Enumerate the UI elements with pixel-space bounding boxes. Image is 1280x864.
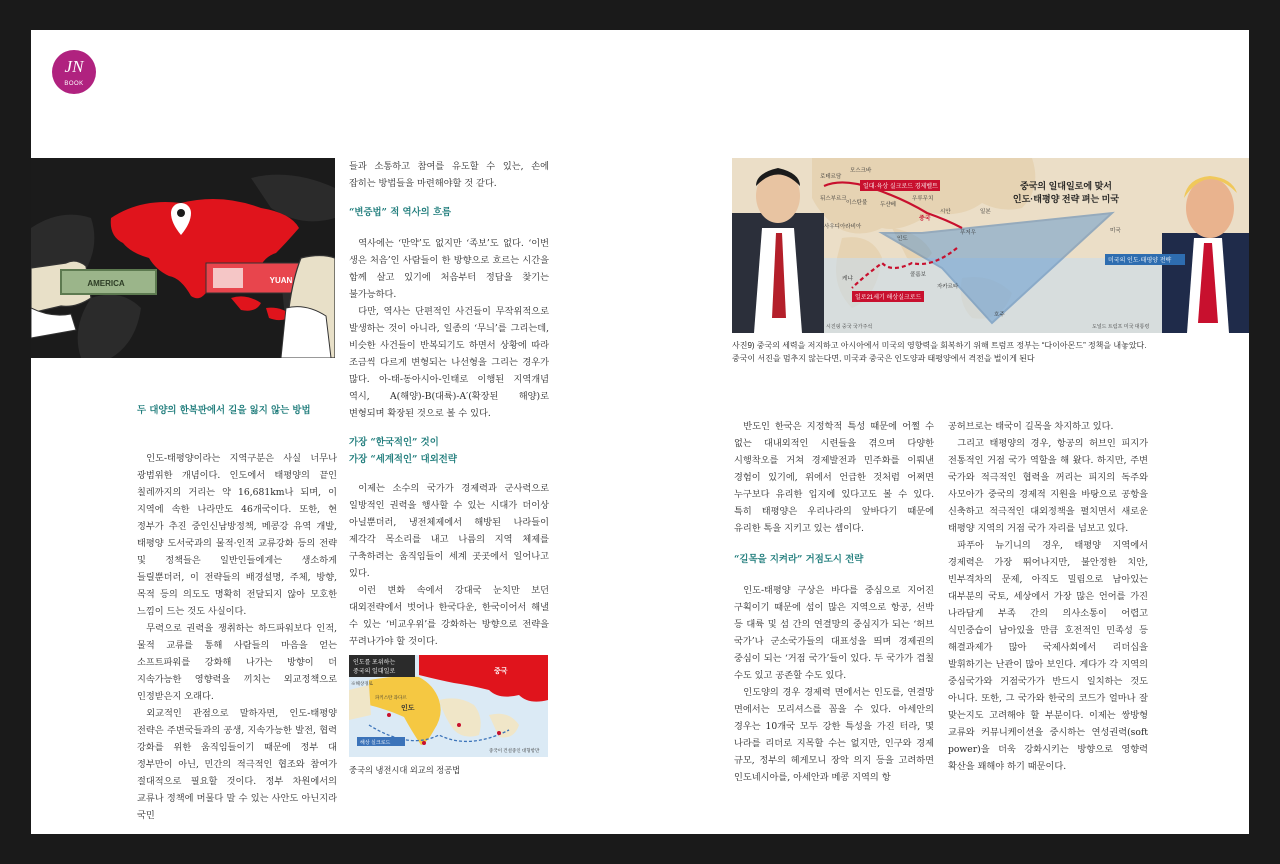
city-label: 두샨베 bbox=[880, 202, 896, 208]
body-paragraph: 인도양의 경우 경제력 면에서는 인도를, 연결망 면에서는 모리셔스를 꼽을 수 있다. 아세안의 경우는 10개국 모두 강한 특성을 가진 터라, 몇 나라를 리더로 지목할 수는 없지만, 인구와 경제 규모, 정부의 헤게모니 장악 의지 등을 고려하면 인도네시아를, 아세안과 메콩 지역의 항 bbox=[734, 687, 934, 783]
world-map-illustration bbox=[31, 158, 335, 358]
belt-road-vs-indo-pacific-photo bbox=[732, 158, 1249, 333]
photo-header-1: 중국의 일대일로에 맞서 bbox=[1020, 181, 1112, 191]
map-label-maritime: 해상 실크로드 bbox=[360, 740, 391, 746]
right-page bbox=[640, 30, 1249, 834]
city-label: 모스크바 bbox=[850, 168, 872, 174]
map-label-china: 중국 bbox=[494, 668, 508, 675]
section-heading-hub-city: “길목을 지켜라” 거점도시 전략 bbox=[734, 554, 864, 565]
photo-header-2: 인도·태평양 전략 펴는 미국 bbox=[1012, 194, 1120, 204]
credit-left: 시진핑 중국 국가주석 bbox=[826, 324, 873, 330]
map-title-1: 인도를 포위하는 bbox=[353, 660, 396, 666]
body-paragraph: 다만, 역사는 단편적인 사건들이 무작위적으로 발생하는 것이 아니라, 일종의 ‘무늬’를 그리는데, 비슷한 사건들이 반복되기도 하면서 상황에 따라 조금씩 다르게 변형되는 나선형을 그리는 경우가 많다. 아-태-동아시아-인태로 이행된 지역개념 역시, A(해양)-B(대륙)-A′(확장된 해양)로 변형되며 확장된 것으로 볼 수 있다. bbox=[349, 306, 549, 419]
left-page bbox=[31, 30, 640, 834]
label-land-route: 일대·육상 실크로드 경제벨트 bbox=[863, 184, 938, 190]
body-paragraph: 반도인 한국은 지정학적 특성 때문에 어쩔 수 없는 대내외적인 시련들을 겪으며 다양한 시행착오를 거쳐 경제발전과 민주화를 이뤄낸 경험이 있기에, 위에서 언급한 것처럼 어쩌면 누구보다 유리한 입지에 있다고도 볼 수 있다. 특히 태평양은 우리나라의 앞바다기 때문에 유리한 톡을 지키고 있는 셈이다. bbox=[734, 421, 934, 534]
city-label: 사우디아라비아 bbox=[824, 224, 862, 230]
body-paragraph: 공허브로는 태국이 길목을 차지하고 있다. bbox=[948, 421, 1114, 432]
section-heading-korean-a: 가장 “한국적인” 것이 bbox=[349, 437, 439, 448]
city-label: 미국 bbox=[1110, 228, 1121, 234]
body-paragraph: 그리고 태평양의 경우, 항공의 허브인 피지가 전통적인 거점 국가 역할을 해 왔다. 하지만, 주변 국가와 적극적인 협력을 꺼리는 피지의 독주와 사모아가 중국의 경제적 지원을 바탕으로 공항을 신축하고 적극적인 대외정책을 펼치면서 새로운 태평양 지역의 거점 국가 자리를 넘보고 있다. bbox=[948, 438, 1148, 534]
jn-book-logo: JN BOOK bbox=[52, 50, 96, 94]
city-label: 중국 bbox=[919, 216, 931, 222]
right-column-2 bbox=[948, 418, 1148, 775]
map-subtitle: ※해상경로 bbox=[351, 681, 373, 686]
section-heading-korean-b: 가장 “세계적인” 대외전략 bbox=[349, 454, 457, 465]
city-label: 이스탄불 bbox=[846, 200, 868, 206]
body-paragraph: 외교적인 관점으로 말하자면, 인도-태평양 전략은 주변국들과의 공생, 지속가능한 발전, 협력 강화를 위한 움직임들이기 때문에 정부 대 정부만이 아닌, 민간의 적극적인 협조와 참여가 절대적으로 필요할 것이다. 정부 차원에서의 교류나 정책에 머물다 말 수 있는 사안도 아닌지라 국민 bbox=[137, 708, 337, 821]
dollar-bill-label: AMERICA bbox=[87, 279, 125, 288]
city-label: 뒤스부르크 bbox=[820, 196, 847, 202]
city-label: 자카르타 bbox=[937, 284, 959, 290]
left-column-1 bbox=[137, 402, 337, 824]
body-paragraph: 인도-태평양 구상은 바다를 중심으로 지어진 구획이기 때문에 섬이 많은 지역으로 항공, 선박 등 대륙 및 섬 간의 연결망의 중심지가 되는 ‘허브 국가’나 군소국가들의 대표성을 띄며 경제권의 중심이 되는 ‘거점 국가’들이 있다. 두 국가가 겹칠 수도 있고 공존할 수도 있다. bbox=[734, 585, 934, 681]
label-sea-route: 일로21세기 해상실크로드 bbox=[855, 295, 922, 301]
photo-caption-line-2: 중국이 서진을 멈추지 않는다면, 미국과 중국은 인도양과 태평양에서 격전을 벌이게 된다 bbox=[732, 354, 1035, 363]
body-paragraph: 인도-태평양이라는 지역구분은 사실 너무나 광범위한 개념이다. 인도에서 태평양의 끝인 칠레까지의 거리는 약 16,681km나 되며, 이 지역에 속한 나라만도 46개국이다. 또한, 현 정부가 추진 중인신남방정책, 메콩강 유역 개발, 태평양 도서국과의 물적·인적 교류강화 등의 전략 및 정책들은 일반인들에게는 생소하게 들릴뿐더러, 이 전략들의 배경설명, 주체, 방향, 목적 등의 의도도 명확히 전달되지 않아 모호한 느낌이 드는 것도 사실이다. bbox=[137, 453, 337, 617]
city-label: 일본 bbox=[980, 209, 991, 215]
city-label: 콜롬보 bbox=[910, 272, 926, 278]
map-title-2: 중국의 일대일로 bbox=[353, 669, 396, 675]
map-label-india: 인도 bbox=[401, 705, 415, 712]
map-label-pakistan: 파키스탄 과다르 bbox=[375, 695, 407, 700]
section-heading-lost-way: 두 대양의 한복판에서 길을 잃지 않는 방법 bbox=[137, 405, 311, 416]
yuan-bill-label: YUAN bbox=[269, 276, 293, 285]
right-column-1 bbox=[734, 418, 934, 786]
city-label: 케냐 bbox=[842, 276, 853, 282]
city-label: 푸저우 bbox=[960, 230, 976, 236]
city-label: 로테르담 bbox=[820, 174, 842, 180]
credit-right: 도널드 트럼프 미국 대통령 bbox=[1092, 324, 1150, 330]
photo-caption-line-1: 사진9) 중국의 세력을 저지하고 아시아에서 미국의 영향력을 회복하기 위해 트럼프 정부는 “다이아몬드” 정책을 내놓았다. bbox=[732, 341, 1147, 350]
body-paragraph: 파푸아 뉴기니의 경우, 태평양 지역에서 경제력은 가장 뛰어나지만, 불안정한 치안, 빈부격차의 문제, 아직도 밀림으로 남아있는 대부분의 국토, 세상에서 가장 많은 언어를 가진 나라답게 부족 간의 의사소통이 어렵고 식민중습이 남아있을 만큼 호전적인 민족성 등 해결과제가 많아 국제사회에서 리더십을 발휘하기는 난관이 많아 보인다. 게다가 각 지역의 중심국가와 거점국가가 반드시 일치하는 것도 아니다. 또한, 그 국가와 한국의 코드가 얼마나 잘 맞는지도 고려해야 할 부분이다. 이제는 쌍방형 교류와 커뮤니케이션을 중시하는 연성권력(soft power)을 더욱 강화시키는 방향으로 영향력 확산을 꽤해야 하기 때문이다. bbox=[948, 540, 1148, 772]
city-label: 우루무치 bbox=[912, 196, 934, 202]
section-heading-dialectic: “변증법” 적 역사의 흐름 bbox=[349, 207, 452, 218]
city-label: 인도 bbox=[897, 236, 908, 242]
city-label: 호주 bbox=[994, 312, 1005, 318]
left-column-2 bbox=[349, 158, 549, 650]
body-paragraph: 들과 소통하고 참여를 유도할 수 있는, 손에 잡히는 방법들을 마련해야할 것 같다. bbox=[349, 161, 549, 189]
map-legend: 중국이 건설중인 대형항만 bbox=[489, 748, 540, 753]
body-paragraph: 무력으로 권력을 쟁취하는 하드파워보다 인적, 물적 교류를 통해 사람들의 마음을 얻는 소프트파워를 강화해 나가는 방향이 더 지속가능한 영향력을 끼치는 외교정책으로 인정받은지 오래다. bbox=[137, 623, 337, 702]
city-label: 시안 bbox=[940, 209, 951, 215]
map-caption: 중국의 냉전시대 외교의 정공법 bbox=[349, 765, 461, 775]
belt-road-india-map bbox=[349, 655, 548, 757]
photo-caption bbox=[732, 339, 1249, 365]
body-paragraph: 이제는 소수의 국가가 경제력과 군사력으로 일방적인 권력을 행사할 수 있는 시대가 더이상 아닐뿐더러, 냉전체제에서 해방된 나라들이 제각각 목소리를 내고 나름의 지역 체제를 구축하려는 움직임들이 세계 곳곳에서 일어나고 있다. bbox=[349, 483, 549, 579]
body-paragraph: 이런 변화 속에서 강대국 눈치만 보던 대외전략에서 벗어나 한국다운, 한국이어서 해낼 수 있는 ‘비교우위’를 강화하는 방향으로 전략을 꾸려나가야 할 것이다. bbox=[349, 585, 549, 647]
body-paragraph: 역사에는 ‘만약’도 없지만 ‘족보’도 없다. ‘이번 생은 처음’인 사람들이 한 방향으로 흐르는 시간을 함께 살고 있기에 처음부터 정답을 찾기는 불가능하다. bbox=[349, 238, 549, 300]
label-us-strategy: 미국의 인도·태평양 전략 bbox=[1108, 258, 1172, 264]
hero-illustration bbox=[31, 158, 335, 358]
